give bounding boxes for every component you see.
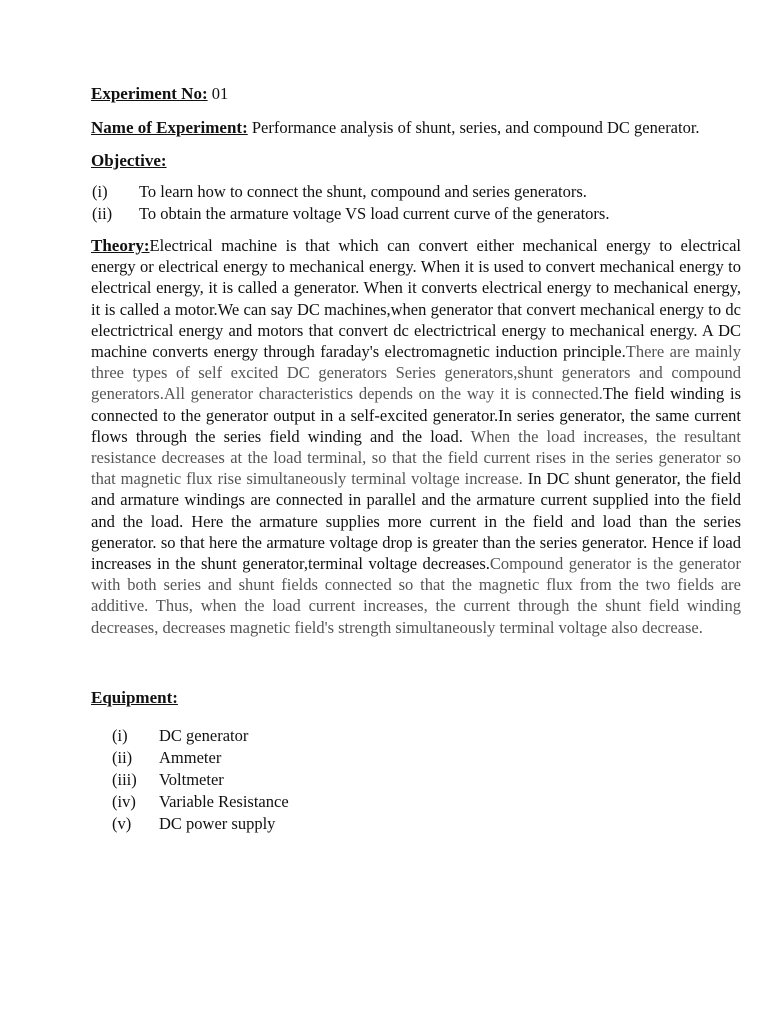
document-page [91,83,741,835]
equipment-item-number: (i) [112,725,128,745]
theory-paragraph [91,235,741,638]
equipment-heading [91,687,741,708]
objective-item-text: To obtain the armature voltage VS load current curve of the generators. [139,204,610,223]
equipment-item-number: (v) [112,813,132,833]
experiment-number [91,83,741,104]
theory-text-4: When the load increases, the resultant resistance decreases at the load terminal, so that the field current rises in the series generator so that magnetic flux rise simultaneously terminal voltage increase. [91,426,741,489]
equipment-item [112,813,741,835]
objective-item [91,181,741,203]
experiment-name [91,117,741,138]
theory-label: Theory: [91,236,150,255]
objective-item-number: (ii) [92,204,113,223]
equipment-item-text: DC generator [159,725,249,745]
equipment-item-number: (iv) [112,791,136,811]
experiment-name-label: Name of Experiment: [91,118,248,137]
objective-heading [91,150,741,171]
equipment-label: Equipment: [91,687,178,707]
objective-list [91,181,741,225]
theory-text-6: Compound generator is the generator with both series and shunt fields connected so that the magnetic flux from the two fields are additive. Thus, when the load current increases, the current through the shunt field winding decreases, decreases magnetic field's strength simultaneously terminal voltage also decrease. [91,554,741,637]
equipment-item-text: DC power supply [159,813,276,833]
equipment-item [112,725,741,747]
equipment-item-text: Voltmeter [159,769,224,789]
objective-item [91,203,741,225]
equipment-item-text: Variable Resistance [159,791,289,811]
equipment-item [112,747,741,769]
theory-text-5: In DC shunt generator, the field and armature windings are connected in parallel and the armature current supplied into the field and the load. Here the armature supplies more current in the field and load than the series generator. so that here the armature voltage drop is greater than the series generator. Hence if load increases in the shunt generator,terminal voltage decreases. [91,469,741,574]
objective-label: Objective: [91,151,167,170]
objective-item-text: To learn how to connect the shunt, compound and series generators. [139,182,587,201]
experiment-name-value: Performance analysis of shunt, series, and compound DC generator. [251,118,700,137]
equipment-item [112,769,741,791]
equipment-item-number: (iii) [112,769,137,789]
theory-text-3: The field winding is connected to the generator output in a self-excited generator.In series generator, the same current flows through the series field winding and the load. [91,384,741,446]
objective-item-number: (i) [92,182,108,201]
theory-text-1: Electrical machine is that which can convert either mechanical energy to electrical energy or electrical energy to mechanical energy. When it is used to convert mechanical energy to electrical energy, it is called a generator. When it converts electrical energy to mechanical energy, it is called a motor.We can say DC machines,when generator that convert mechanical energy to dc electrictrical energy and motors that convert dc electrictrical energy to mechanical energy. A DC machine converts energy through faraday's electromagnetic induction principle. [91,236,741,362]
experiment-number-label: Experiment No: [91,84,208,103]
equipment-item-text: Ammeter [159,747,222,767]
theory-text-2: There are mainly three types of self excited DC generators Series generators,shunt generators and compound generators.All generator characteristics depends on the way it is connected. [91,342,741,404]
equipment-item-number: (ii) [112,747,133,767]
equipment-item [112,791,741,813]
experiment-number-value: 01 [211,84,229,103]
equipment-list [112,725,741,835]
